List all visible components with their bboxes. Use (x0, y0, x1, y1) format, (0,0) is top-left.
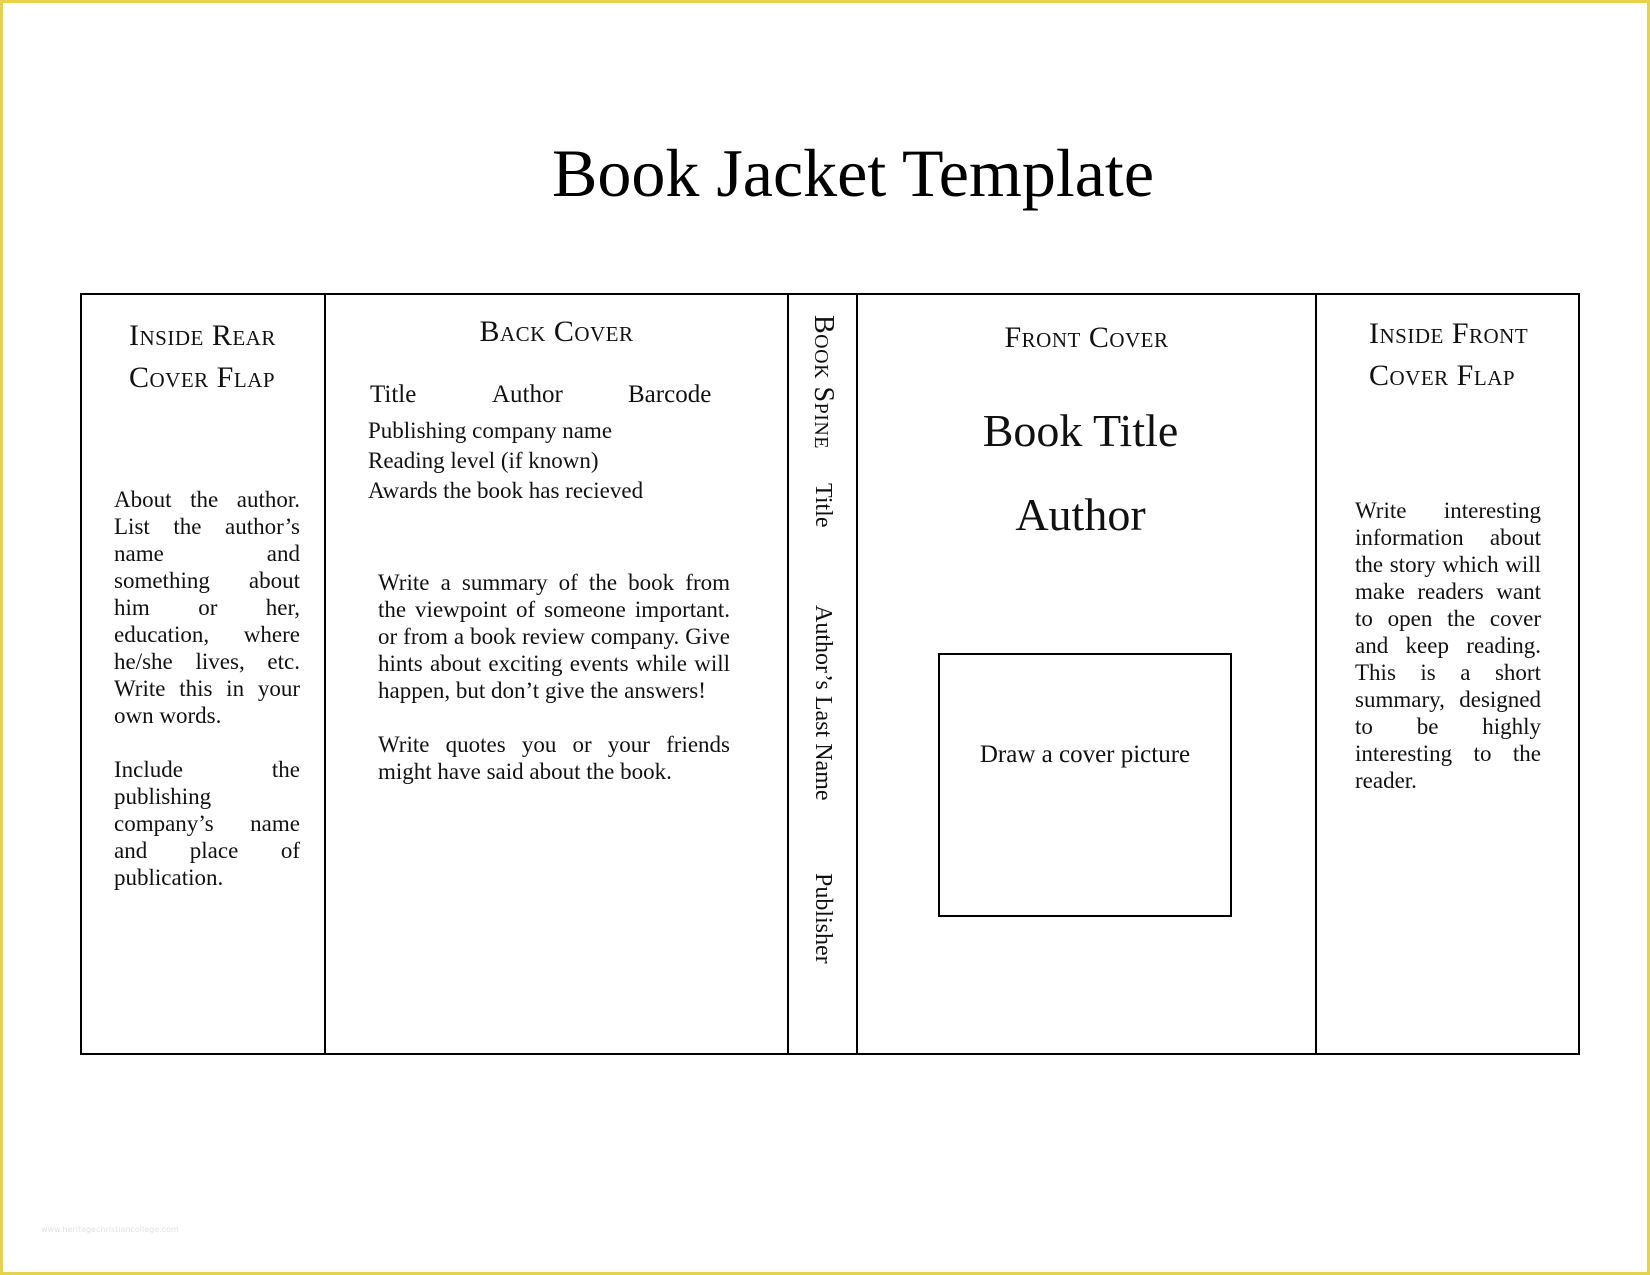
back-cover-title-label: Title (370, 381, 417, 408)
front-cover-author: Author (1015, 489, 1146, 540)
spine-author: Author’s Last Name (810, 605, 836, 801)
cover-picture-box (938, 653, 1232, 917)
back-cover-panel (326, 295, 787, 1053)
inside-rear-flap-heading (129, 315, 319, 399)
spine-panel (789, 295, 856, 1053)
publishing-company-line: Publishing company name (368, 418, 613, 443)
inside-rear-flap-heading-line1: Inside Rear (129, 319, 276, 352)
inside-rear-flap-panel (82, 295, 324, 1053)
front-cover-book-title: Book Title (982, 405, 1179, 456)
page-title: Book Jacket Template (551, 135, 1155, 211)
inside-front-flap-text: Write interesting information about the story which will make readers want to open the cover and keep reading. This is a short summary, designed to be highly interesting to the reader. (1355, 498, 1541, 793)
quotes-paragraph: Write quotes you or your friends might have said about the book. (378, 732, 730, 784)
about-author-paragraph: About the author. List the author’s name and something about him or her, education, where he/she lives, etc. Write this in your own words. (114, 487, 300, 728)
inside-front-flap-heading (1369, 313, 1569, 397)
back-cover-heading: Back Cover (479, 315, 634, 348)
spine-publisher: Publisher (810, 873, 836, 964)
spine-heading: Book Spine (808, 315, 839, 450)
watermark-text: www.heritagechristiancollege.com (41, 1225, 179, 1234)
back-cover-summary-text (378, 569, 730, 785)
back-cover-author-label: Author (492, 381, 563, 408)
inside-front-flap-panel (1317, 295, 1580, 1053)
front-cover-heading: Front Cover (1004, 321, 1169, 354)
cover-picture-label: Draw a cover picture (979, 741, 1191, 768)
back-cover-info-lines (368, 416, 778, 506)
inside-rear-flap-heading-line2: Cover Flap (129, 361, 276, 394)
jacket-outline (80, 293, 1580, 1055)
reading-level-line: Reading level (if known) (368, 448, 599, 473)
inside-front-flap-heading-line2: Cover Flap (1369, 359, 1516, 392)
awards-line: Awards the book has recieved (368, 478, 644, 503)
front-cover-panel (858, 295, 1315, 1053)
summary-paragraph: Write a summary of the book from the viewpoint of someone important. or from a book review company. Give hints about exciting events while will happen, but don’t give the answers! (378, 570, 730, 703)
inside-rear-flap-text (114, 486, 300, 891)
spine-title: Title (810, 483, 836, 528)
back-cover-barcode-label: Barcode (628, 381, 712, 408)
inside-front-flap-heading-line1: Inside Front (1369, 317, 1529, 350)
publishing-company-paragraph: Include the publishing company’s name and place of publication. (114, 757, 300, 890)
